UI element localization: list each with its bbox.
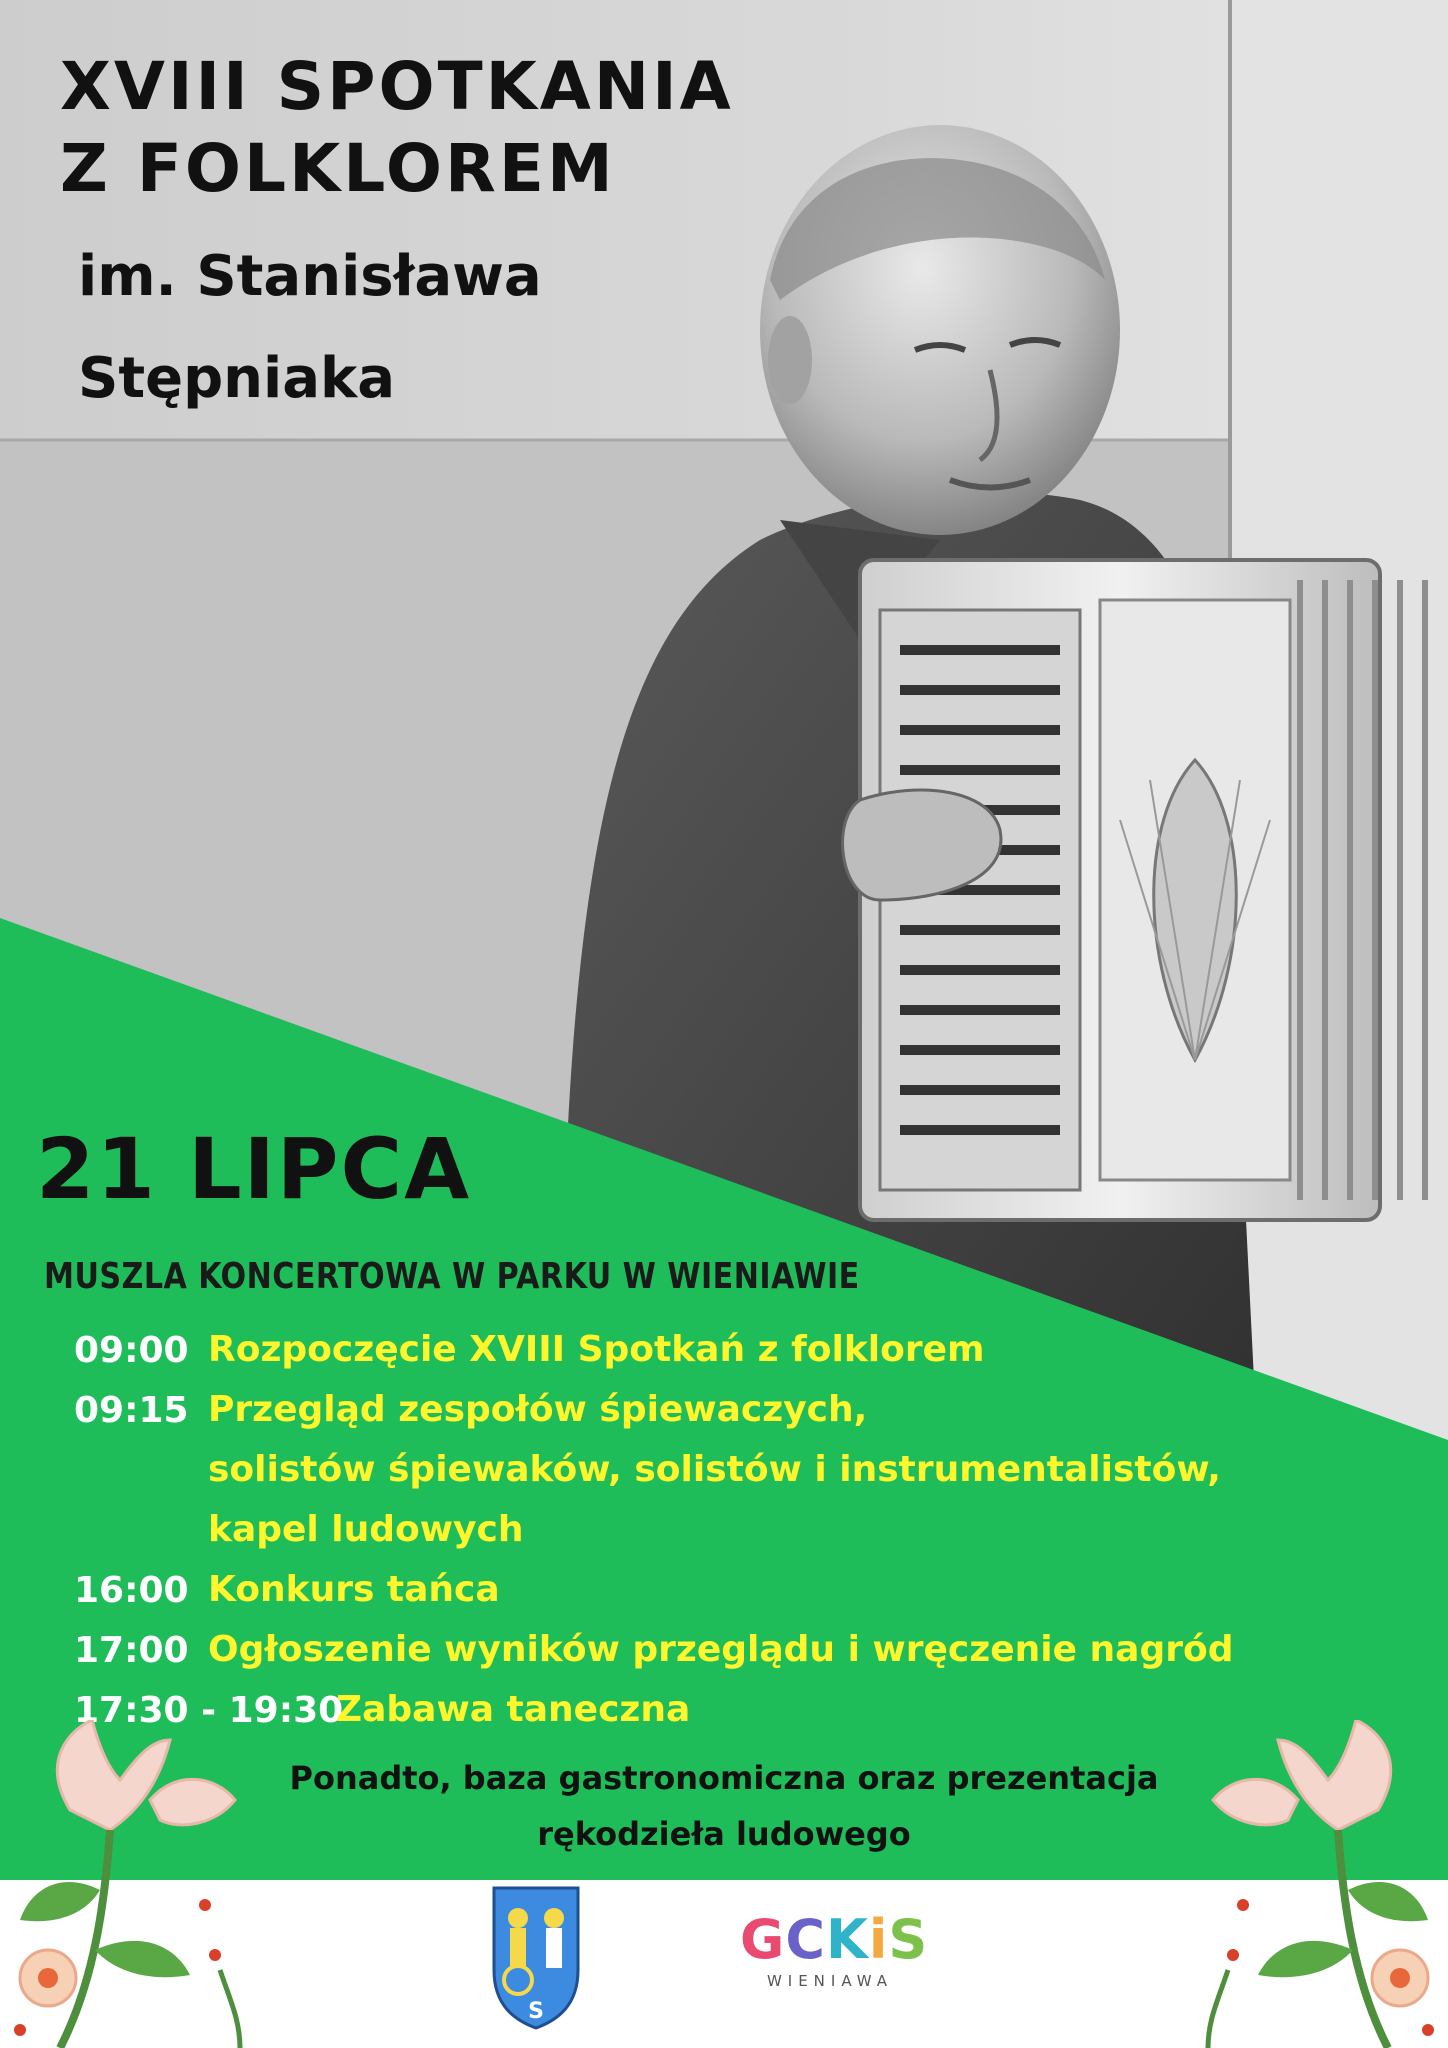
schedule-time: 17:00: [74, 1630, 189, 1671]
schedule-time: 16:00: [74, 1570, 189, 1611]
subtitle-line-1: im. Stanisława: [78, 244, 542, 309]
coat-of-arms-letter: S: [528, 1999, 544, 2024]
schedule-event-cont: kapel ludowych: [208, 1509, 524, 1550]
gckis-logo-word: [740, 1908, 929, 1971]
schedule-time: 17:30 - 19:30: [74, 1690, 344, 1731]
title-line-1: XVIII SPOTKANIA: [60, 48, 734, 125]
event-venue: MUSZLA KONCERTOWA W PARKU W WIENIAWIE: [44, 1256, 860, 1297]
gckis-letter: G: [740, 1908, 786, 1971]
folk-flower-decoration-right: [1188, 1720, 1448, 2048]
event-date: 21 LIPCA: [36, 1120, 472, 1218]
folk-flower-decoration-left: [0, 1720, 260, 2048]
coat-of-arms-logo: [488, 1880, 584, 2030]
schedule-event-cont: solistów śpiewaków, solistów i instrumentalistów,: [208, 1449, 1221, 1490]
subtitle-line-2: Stępniaka: [78, 346, 396, 411]
schedule-event: Przegląd zespołów śpiewaczych,: [208, 1389, 868, 1430]
gckis-logo: [740, 1908, 929, 1990]
schedule-event: Rozpoczęcie XVIII Spotkań z folklorem: [208, 1329, 985, 1370]
additional-info-line-2: rękodzieła ludowego: [537, 1815, 911, 1853]
schedule-event: Ogłoszenie wyników przeglądu i wręczenie nagród: [208, 1629, 1234, 1670]
schedule-event: Zabawa taneczna: [336, 1689, 691, 1730]
title-line-2: Z FOLKLOREM: [60, 130, 616, 207]
schedule-time: 09:00: [74, 1330, 189, 1371]
gckis-letter: K: [825, 1908, 869, 1971]
gckis-letter: i: [868, 1908, 889, 1971]
gckis-letter: S: [888, 1908, 929, 1971]
schedule-time: 09:15: [74, 1390, 189, 1431]
gckis-letter: C: [785, 1908, 826, 1971]
gckis-logo-subtitle: WIENIAWA: [766, 1972, 894, 1990]
additional-info-line-1: Ponadto, baza gastronomiczna oraz prezentacja: [289, 1759, 1159, 1797]
schedule-event: Konkurs tańca: [208, 1569, 500, 1610]
